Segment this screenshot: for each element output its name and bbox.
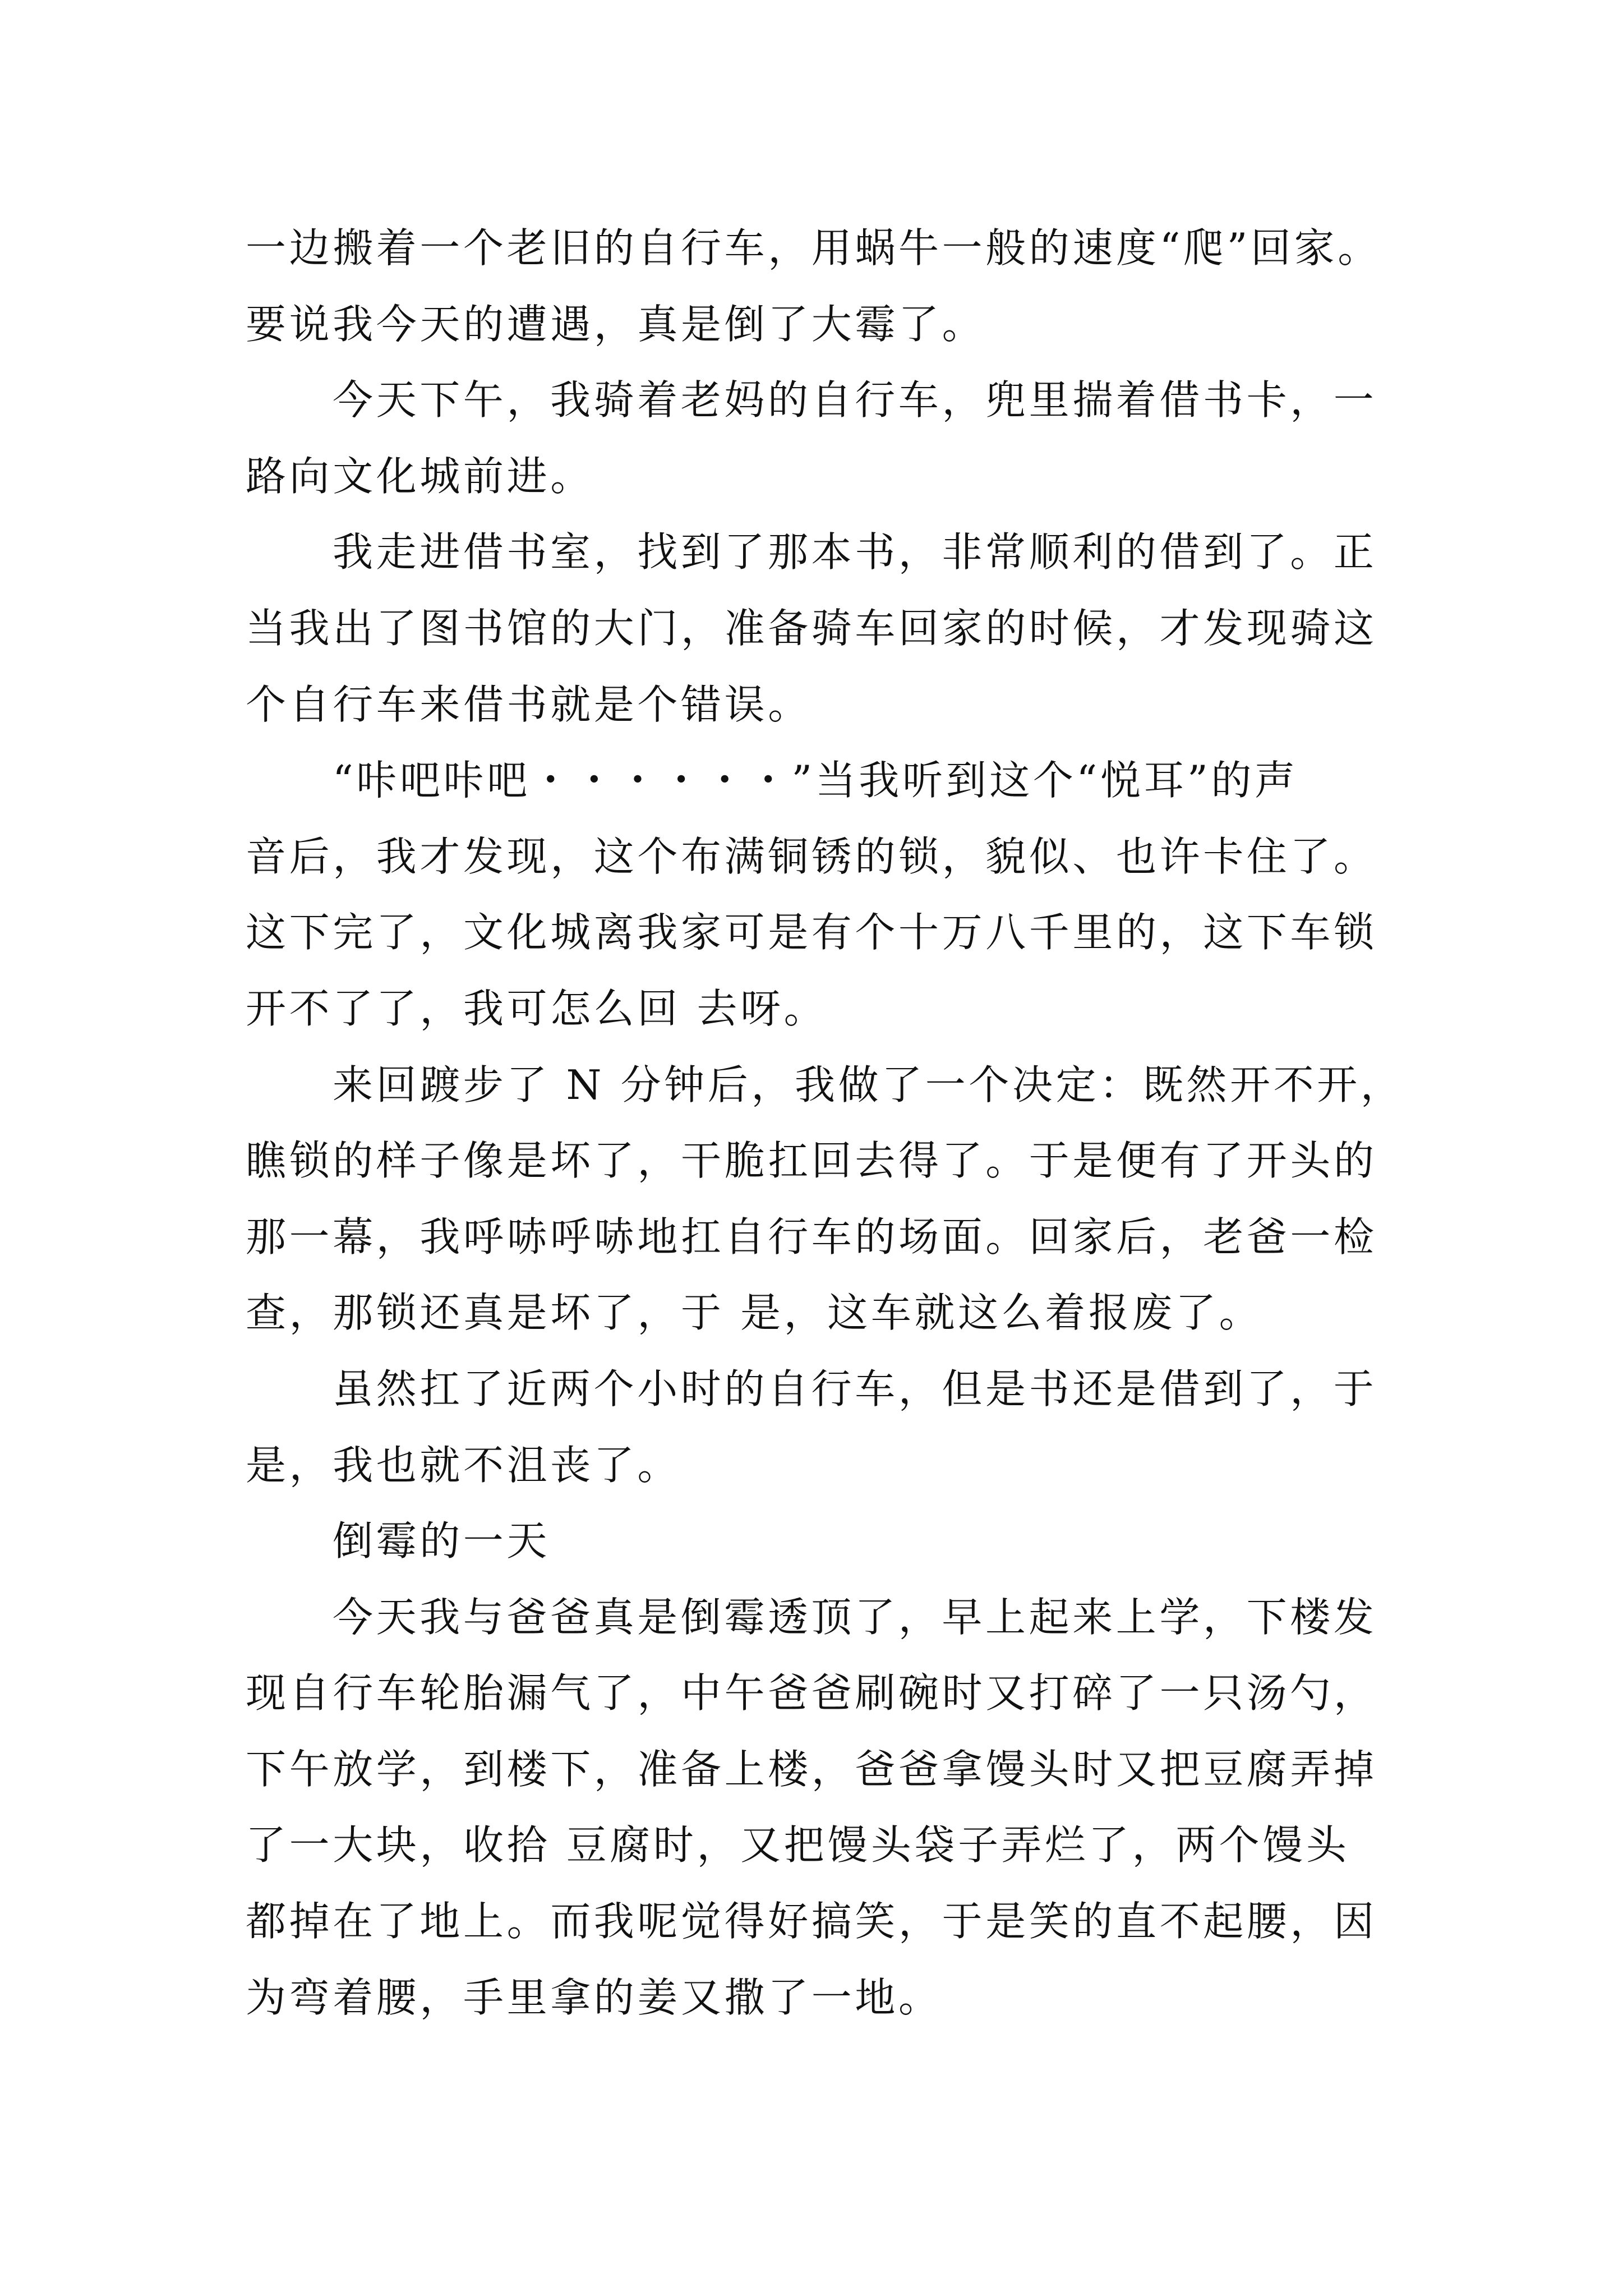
- paragraph: [246, 1351, 1479, 1503]
- text-line: 我走进借书室，找到了那本书，非常顺利的借到了。正: [333, 528, 1377, 576]
- text-line: 音后，我才发现，这个布满铜锈的锁，貌似、也许卡住了。: [246, 832, 1377, 880]
- text-line: 都掉在了地上。而我呢觉得好搞笑，于是笑的直不起腰，因: [246, 1898, 1377, 1945]
- text-line: 现自行车轮胎漏气了，中午爸爸刷碗时又打碎了一只汤勺，: [246, 1669, 1377, 1717]
- text-line: 来回踱步了 N 分钟后，我做了一个决定：既然开不开，: [333, 1061, 1404, 1108]
- section-heading-text: 倒霉的一天: [333, 1517, 551, 1565]
- paragraph: [246, 210, 1479, 362]
- text-line: 路向文化城前进。: [246, 452, 594, 500]
- text-line: 下午放学，到楼下，准备上楼，爸爸拿馒头时又把豆腐弄掉: [246, 1745, 1377, 1793]
- paragraph: [246, 362, 1479, 514]
- section-heading: [246, 1503, 1479, 1580]
- paragraph: [246, 1047, 1479, 1351]
- paragraph: [246, 1580, 1479, 2036]
- text-line: 瞧锁的样子像是坏了，干脆扛回去得了。于是便有了开头的: [246, 1137, 1377, 1185]
- text-line: 为弯着腰，手里拿的姜又撒了一地。: [246, 1973, 942, 2021]
- text-line: 今天下午，我骑着老妈的自行车，兜里揣着借书卡，一: [333, 376, 1377, 424]
- text-line: 了一大块，收拾 豆腐时，又把馒头袋子弄烂了，两个馒头: [246, 1821, 1350, 1869]
- text-line: 当我出了图书馆的大门，准备骑车回家的时候，才发现骑这: [246, 604, 1377, 652]
- text-line: 要说我今天的遭遇，真是倒了大霉了。: [246, 300, 986, 348]
- text-line: 那一幕，我呼哧呼哧地扛自行车的场面。回家后，老爸一检: [246, 1213, 1377, 1260]
- text-line: 是，我也就不沮丧了。: [246, 1441, 681, 1489]
- paragraph: [246, 514, 1479, 743]
- text-line: 今天我与爸爸真是倒霉透顶了，早上起来上学，下楼发: [333, 1593, 1377, 1641]
- text-line: 开不了了，我可怎么回 去呀。: [246, 984, 828, 1032]
- text-line: 这下完了，文化城离我家可是有个十万八千里的，这下车锁: [246, 909, 1377, 956]
- text-line: “咔吧咔吧・・・・・・”当我听到这个“悦耳”的声: [333, 757, 1298, 804]
- text-line: 虽然扛了近两个小时的自行车，但是书还是借到了，于: [333, 1365, 1377, 1412]
- document-body: [246, 210, 1479, 2036]
- text-line: 一边搬着一个老旧的自行车，用蜗牛一般的速度“爬”回家。: [246, 224, 1381, 272]
- text-line: 查，那锁还真是坏了，于 是，这车就这么着报废了。: [246, 1289, 1263, 1337]
- text-line: 个自行车来借书就是个错误。: [246, 680, 811, 728]
- paragraph: [246, 743, 1479, 1047]
